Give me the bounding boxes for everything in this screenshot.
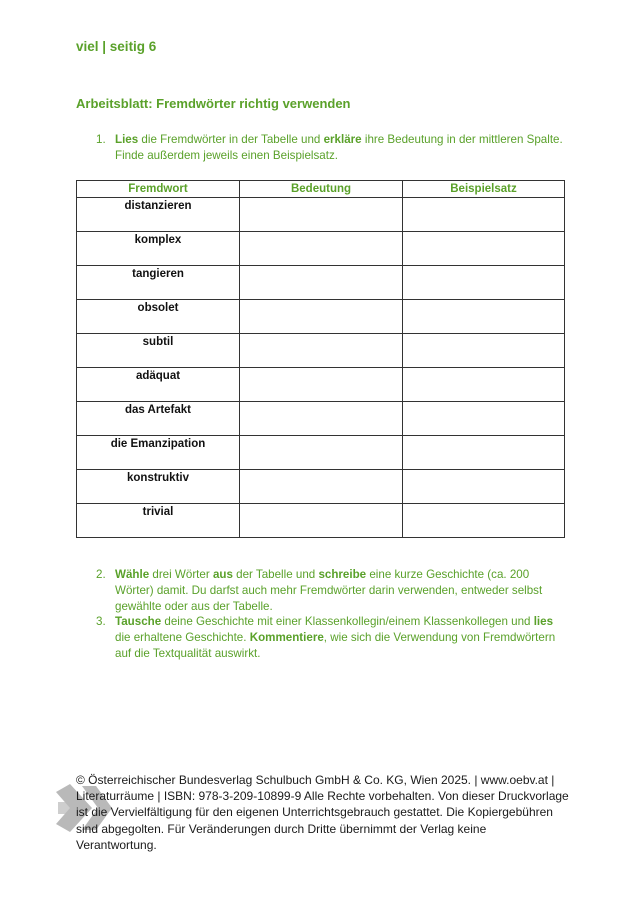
footer-line: sind abgegolten. Für Veränderungen durch Dritte übernimmt der Verlag keine	[76, 821, 487, 836]
task-text	[115, 567, 566, 615]
footer-line: Verantwortung.	[76, 837, 157, 852]
table-row	[77, 198, 565, 232]
task-text-part: die erhaltene Geschichte.	[115, 631, 250, 644]
table-row	[77, 232, 565, 266]
example-cell[interactable]	[403, 198, 565, 232]
footer-line: Literaturräume | ISBN: 978-3-209-10899-9 Alle Rechte vorbehalten. Von dieser Druckvorlage	[76, 789, 569, 804]
task-2	[96, 567, 566, 615]
meaning-cell[interactable]	[240, 504, 403, 538]
word-cell: distanzieren	[77, 198, 240, 232]
word-cell: subtil	[77, 334, 240, 368]
vocabulary-table	[76, 180, 565, 538]
example-cell[interactable]	[403, 436, 565, 470]
task-keyword: Tausche	[115, 615, 162, 628]
example-cell[interactable]	[403, 504, 565, 538]
task-text-part: der Tabelle und	[232, 568, 319, 581]
footer-line: © Österreichischer Bundesverlag Schulbuch GmbH & Co. KG, Wien 2025. | www.oebv.at |	[76, 773, 555, 787]
meaning-cell[interactable]	[240, 232, 403, 266]
meaning-cell[interactable]	[240, 266, 403, 300]
task-keyword: Wähle	[115, 568, 150, 581]
word-cell: obsolet	[77, 300, 240, 334]
word-cell: das Artefakt	[77, 402, 240, 436]
task-text-part: , wie sich die Verwendung von Fremdwörtern auf die Textqualität auswirkt.	[115, 631, 556, 660]
copyright-footer	[76, 772, 576, 853]
meaning-cell[interactable]	[240, 300, 403, 334]
example-cell[interactable]	[403, 300, 565, 334]
column-header-beispielsatz: Beispielsatz	[403, 181, 565, 198]
meaning-cell[interactable]	[240, 436, 403, 470]
task-number: 2.	[96, 568, 106, 581]
example-cell[interactable]	[403, 368, 565, 402]
word-cell: tangieren	[77, 266, 240, 300]
task-1	[96, 132, 566, 164]
example-cell[interactable]	[403, 470, 565, 504]
worksheet-title: Arbeitsblatt: Fremdwörter richtig verwenden	[76, 96, 351, 111]
example-cell[interactable]	[403, 402, 565, 436]
example-cell[interactable]	[403, 334, 565, 368]
task-number: 1.	[96, 133, 106, 146]
task-text-part: drei Wörter	[149, 568, 213, 581]
table-row	[77, 300, 565, 334]
footer-line: ist die Vervielfältigung für den eigenen Unterrichtsgebrauch gestattet. Die Kopiergebühren	[76, 805, 553, 820]
example-cell[interactable]	[403, 232, 565, 266]
task-keyword: schreibe	[318, 568, 367, 581]
meaning-cell[interactable]	[240, 470, 403, 504]
table-row	[77, 402, 565, 436]
meaning-cell[interactable]	[240, 402, 403, 436]
table-row	[77, 368, 565, 402]
task-keyword: Lies	[115, 133, 139, 146]
table-header-row	[77, 181, 565, 198]
word-cell: die Emanzipation	[77, 436, 240, 470]
task-text-part: deine Geschichte mit einer Klassenkollegin/einem Klassenkollegen und	[161, 615, 534, 628]
table-row	[77, 504, 565, 538]
task-number: 3.	[96, 615, 106, 628]
task-text-part: ihre Bedeutung in der mittleren Spalte. Finde außerdem jeweils einen Beispielsatz.	[115, 133, 563, 162]
task-text	[115, 614, 566, 662]
word-cell: konstruktiv	[77, 470, 240, 504]
word-cell: trivial	[77, 504, 240, 538]
table-row	[77, 436, 565, 470]
table-row	[77, 266, 565, 300]
meaning-cell[interactable]	[240, 198, 403, 232]
task-text-part: die Fremdwörter in der Tabelle und	[138, 133, 324, 146]
meaning-cell[interactable]	[240, 334, 403, 368]
task-keyword: aus	[212, 568, 233, 581]
column-header-bedeutung: Bedeutung	[240, 181, 403, 198]
task-text	[115, 132, 566, 164]
meaning-cell[interactable]	[240, 368, 403, 402]
example-cell[interactable]	[403, 266, 565, 300]
word-cell: komplex	[77, 232, 240, 266]
word-cell: adäquat	[77, 368, 240, 402]
table-row	[77, 334, 565, 368]
page-header: viel | seitig 6	[76, 39, 157, 54]
task-text-part: eine kurze Geschichte (ca. 200 Wörter) damit. Du darfst auch mehr Fremdwörter darin verwenden, entweder selbst gewählte oder aus der Tabelle.	[115, 568, 543, 613]
column-header-fremdwort: Fremdwort	[77, 181, 240, 198]
table-row	[77, 470, 565, 504]
task-3	[96, 614, 566, 662]
task-keyword: lies	[533, 615, 554, 628]
task-keyword: Kommentiere	[249, 631, 324, 644]
task-keyword: erkläre	[323, 133, 362, 146]
